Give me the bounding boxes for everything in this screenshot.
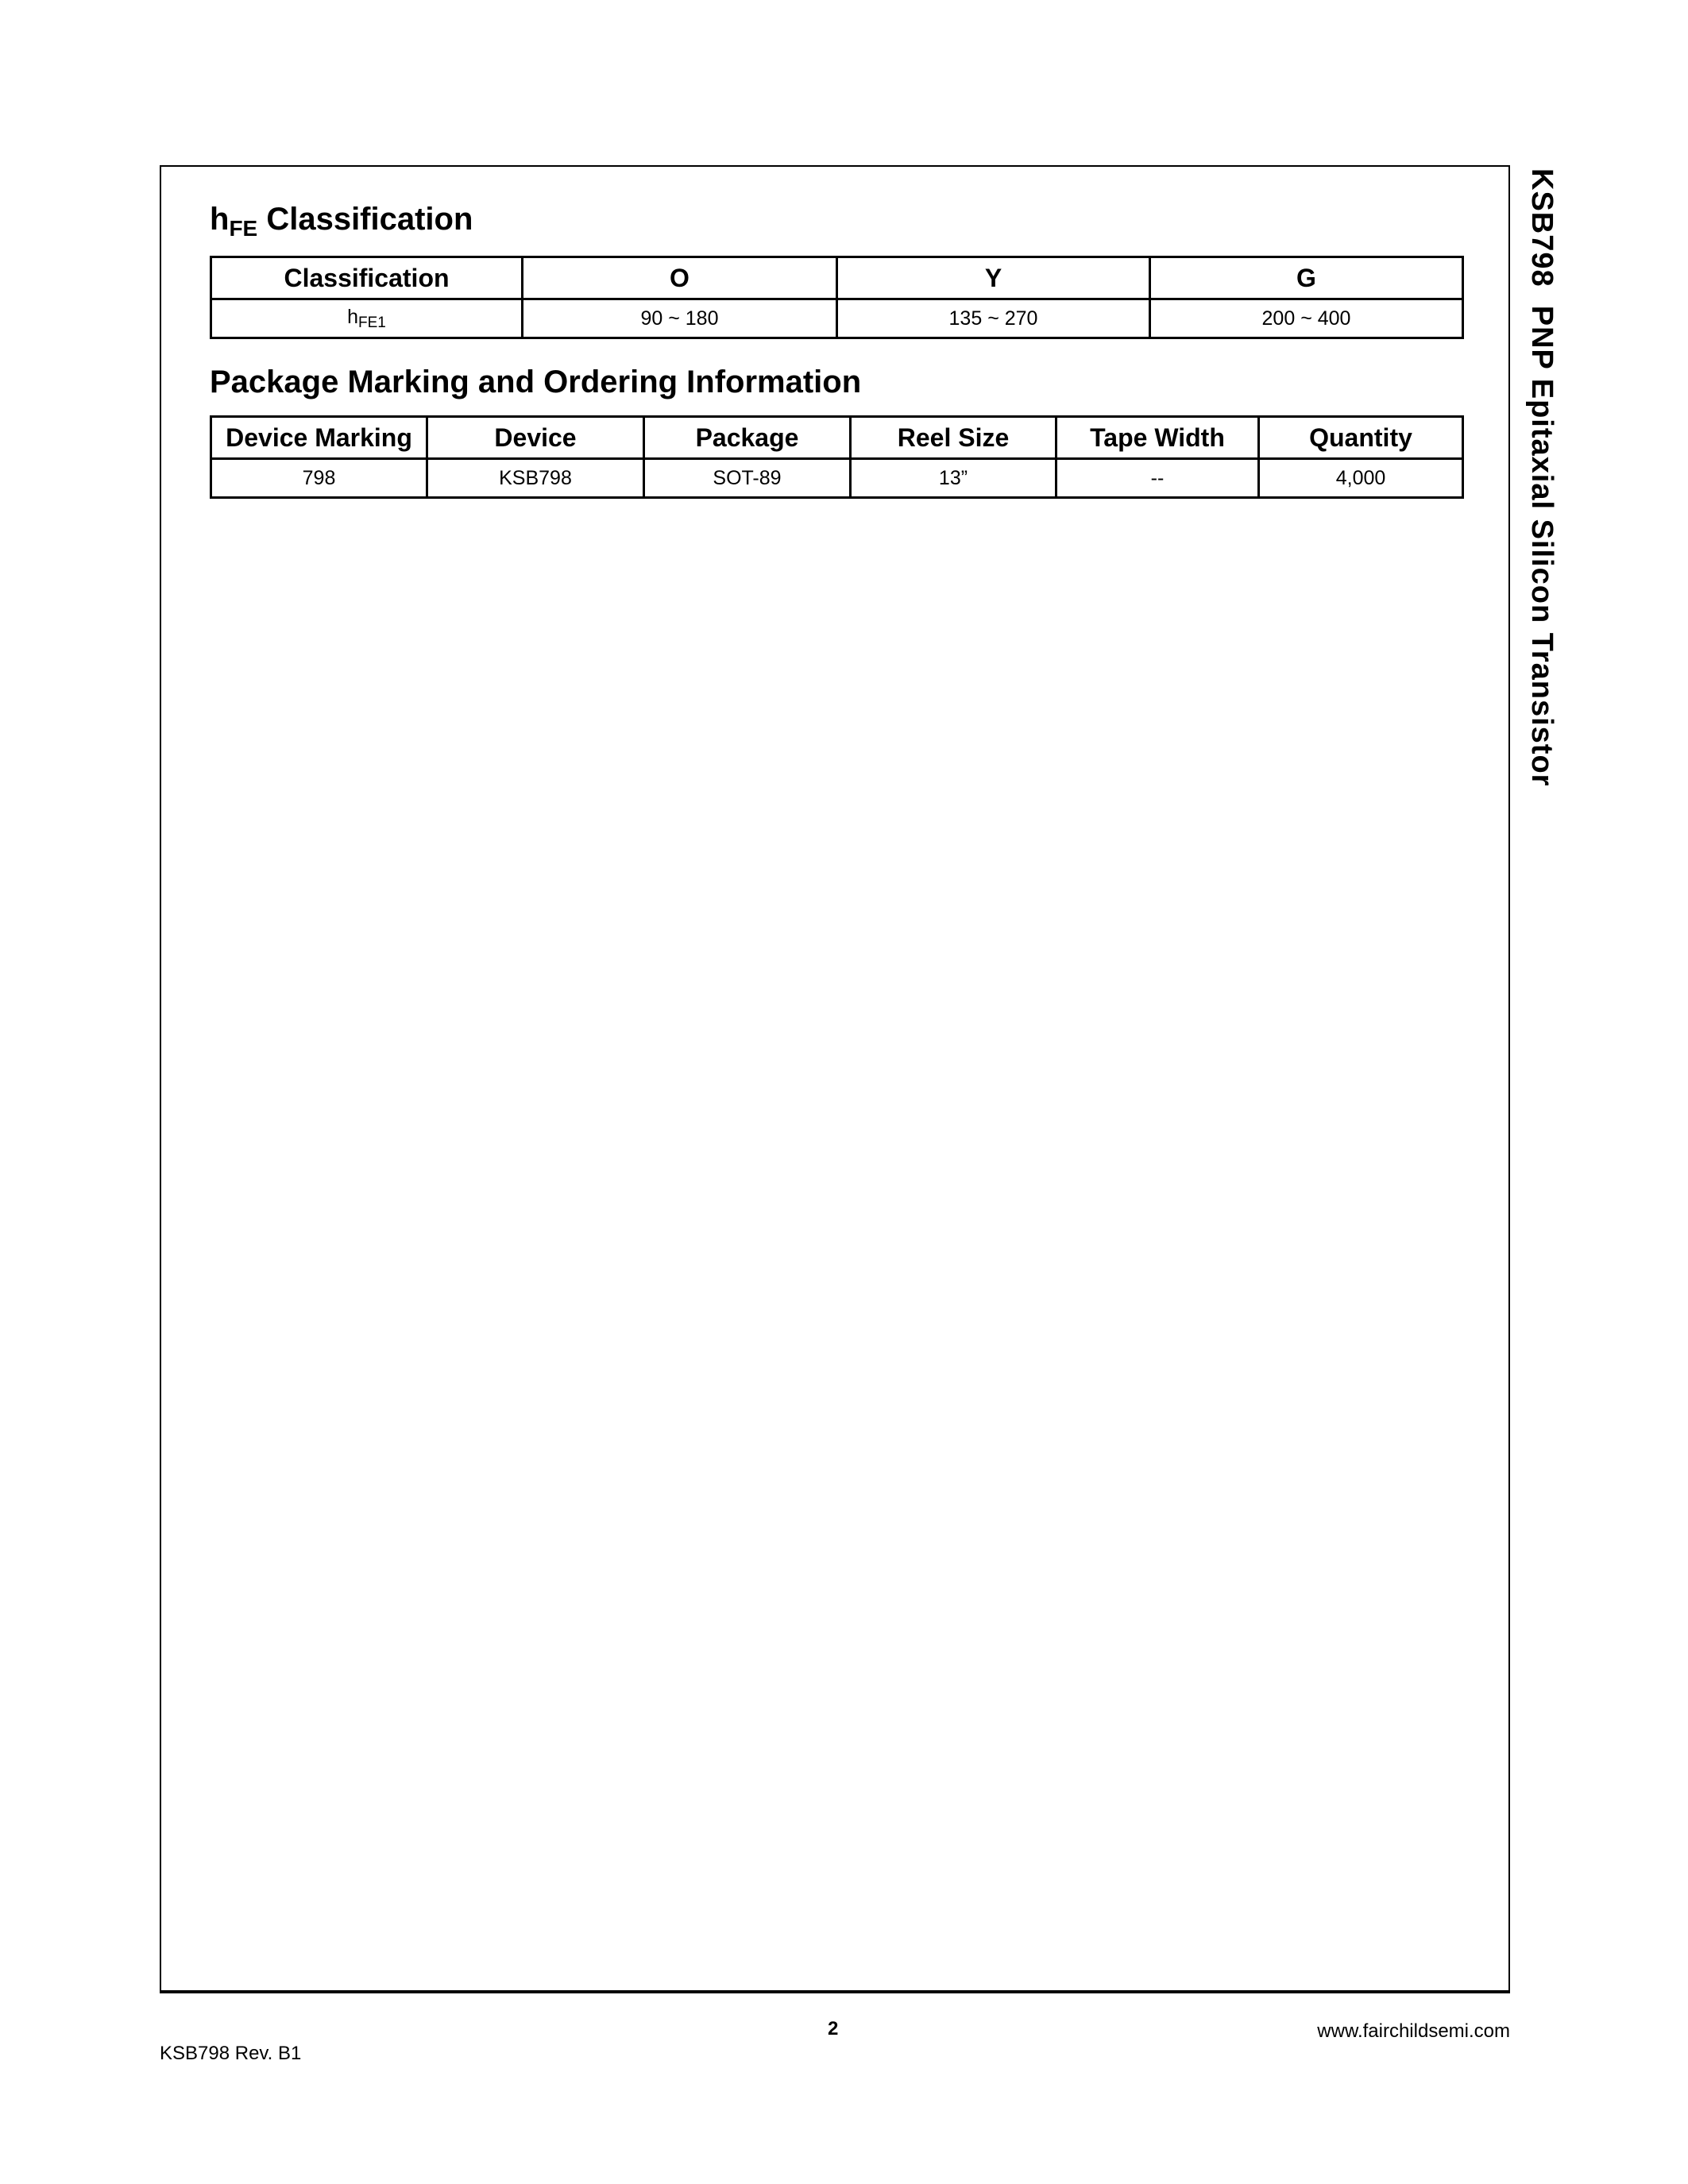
header-cell: Y xyxy=(837,257,1150,299)
table-cell: 798 xyxy=(211,459,427,498)
table-cell: 4,000 xyxy=(1259,459,1463,498)
table-cell: -- xyxy=(1056,459,1259,498)
table-cell: 13” xyxy=(851,459,1056,498)
table-cell: 90 ~ 180 xyxy=(523,299,837,338)
hfe-classification-heading xyxy=(210,202,473,241)
header-cell: Quantity xyxy=(1259,417,1463,459)
website-link[interactable]: www.fairchildsemi.com xyxy=(1317,2020,1510,2042)
row-label-sub: FE1 xyxy=(358,314,386,331)
heading-subscript: FE xyxy=(229,216,258,241)
ordering-info-table xyxy=(210,415,1464,499)
header-cell: Classification xyxy=(211,257,523,299)
table-row xyxy=(211,459,1463,498)
table-cell: KSB798 xyxy=(427,459,644,498)
revision-label: KSB798 Rev. B1 xyxy=(160,2043,302,2064)
row-label-main: h xyxy=(347,305,359,328)
header-cell: Device Marking xyxy=(211,417,427,459)
header-cell: Package xyxy=(644,417,851,459)
heading-h: h xyxy=(210,202,230,237)
header-cell: Reel Size xyxy=(851,417,1056,459)
table-cell: SOT-89 xyxy=(644,459,851,498)
table-cell: 135 ~ 270 xyxy=(837,299,1150,338)
header-cell: G xyxy=(1150,257,1463,299)
table-row xyxy=(211,299,1463,338)
heading-rest: Classification xyxy=(257,202,473,237)
page-number: 2 xyxy=(828,2018,839,2039)
table-cell: 200 ~ 400 xyxy=(1150,299,1463,338)
table-header-row xyxy=(211,257,1463,299)
hfe-classification-table xyxy=(210,256,1464,339)
table-header-row xyxy=(211,417,1463,459)
header-cell: Tape Width xyxy=(1056,417,1259,459)
header-cell: Device xyxy=(427,417,644,459)
document-side-title: KSB798 PNP Epitaxial Silicon Transistor xyxy=(1525,168,1559,787)
header-cell: O xyxy=(523,257,837,299)
row-label xyxy=(211,299,523,338)
ordering-info-heading: Package Marking and Ordering Information xyxy=(210,365,862,399)
